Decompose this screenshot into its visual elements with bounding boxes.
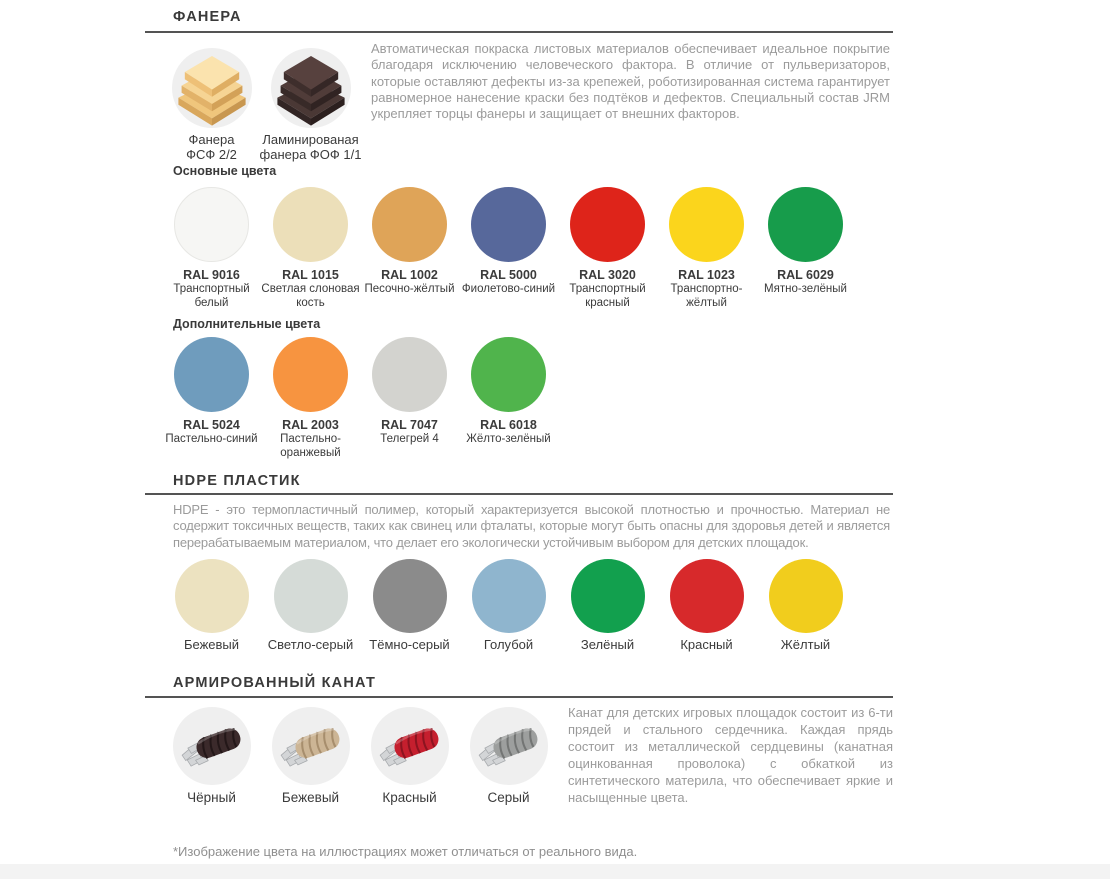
color-circle	[372, 337, 447, 412]
color-circle	[471, 187, 546, 262]
rope-divider	[145, 696, 893, 698]
color-name: Транспортно-жёлтый	[670, 283, 743, 309]
hdpe-color-swatch	[360, 559, 459, 652]
hdpe-color-swatch	[756, 559, 855, 652]
color-name: Тёмно-серый	[369, 637, 450, 652]
color-name: Зелёный	[580, 637, 635, 652]
hdpe-section-title: HDPE ПЛАСТИК	[173, 473, 301, 489]
ral-code: RAL 7047	[381, 418, 438, 432]
ral-code: RAL 1023	[678, 268, 735, 282]
plywood-fsf-label-line1: Фанера	[188, 132, 235, 147]
color-circle	[274, 559, 348, 633]
plywood-fsf-image	[172, 48, 252, 128]
hdpe-description: HDPE - это термопластичный полимер, который характеризуется высокой плотностью и прочностью. Материал не содержит токсичных веществ, таких как свинец или фталаты, которые могут быть опасны для здоровья детей и является перерабатываемым материалом, что делает его экологически устойчивым выбором для детских площадок.	[173, 502, 890, 550]
plywood-figure-fsf	[162, 48, 261, 161]
color-circle	[175, 559, 249, 633]
color-circle	[372, 187, 447, 262]
color-name: Пастельно-синий	[165, 433, 258, 445]
ral-code: RAL 6029	[777, 268, 834, 282]
plywood-fof-label-line2: фанера ФОФ 1/1	[259, 146, 362, 162]
color-circle	[570, 187, 645, 262]
color-circle	[769, 559, 843, 633]
color-swatch	[360, 337, 459, 460]
primary-colors-label: Основные цвета	[173, 164, 277, 178]
color-name: Бежевый	[183, 637, 240, 652]
rope-colors-row	[162, 707, 558, 805]
ral-code: RAL 1002	[381, 268, 438, 282]
color-circle	[273, 187, 348, 262]
rope-color-name: Серый	[487, 790, 530, 805]
color-name: Песочно-жёлтый	[364, 283, 455, 295]
additional-colors-row	[162, 337, 558, 460]
primary-colors-row	[162, 187, 855, 310]
plywood-fof-label-line1: Ламинированая	[262, 132, 359, 147]
color-circle	[670, 559, 744, 633]
rope-color-name: Чёрный	[187, 790, 236, 805]
plywood-description: Автоматическая покраска листовых материалов обеспечивает идеальное покрытие благодаря исключению человеческого фактора. В отличие от пульверизаторов, которые оставляют дефекты из-за крепежей, роботизированная система гарантирует равномерное нанесение краски без подтёков и дефектов. Специальный состав JRM укрепляет торцы фанеры и защищает от внешних факторов.	[371, 41, 890, 122]
bottom-band	[0, 864, 1110, 879]
color-swatch	[756, 187, 855, 310]
color-swatch	[162, 337, 261, 460]
rope-color-name: Бежевый	[281, 790, 340, 805]
ral-code: RAL 5000	[480, 268, 537, 282]
color-name: Мятно-зелёный	[764, 283, 847, 295]
color-name: Голубой	[483, 637, 534, 652]
color-swatch	[360, 187, 459, 310]
rope-swatch	[261, 707, 360, 805]
hdpe-colors-row	[162, 559, 855, 652]
additional-colors-label: Дополнительные цвета	[173, 317, 321, 331]
color-circle	[174, 337, 249, 412]
plywood-figure-fof	[261, 48, 360, 161]
color-name: Красный	[680, 637, 733, 652]
rope-image	[272, 707, 350, 785]
color-circle	[373, 559, 447, 633]
color-name: Светлая слоновая кость	[261, 283, 360, 309]
rope-image	[173, 707, 251, 785]
color-circle	[768, 187, 843, 262]
rope-section-title: АРМИРОВАННЫЙ КАНАТ	[173, 675, 377, 691]
color-swatch	[459, 187, 558, 310]
plywood-divider	[145, 31, 893, 33]
color-swatch	[459, 337, 558, 460]
color-circle	[471, 337, 546, 412]
plywood-section-title: ФАНЕРА	[173, 9, 242, 25]
color-swatch	[261, 337, 360, 460]
footnote: *Изображение цвета на иллюстрациях может отличаться от реального вида.	[173, 844, 638, 859]
color-name: Светло-серый	[267, 637, 354, 652]
plywood-fof-image	[271, 48, 351, 128]
hdpe-color-swatch	[657, 559, 756, 652]
color-circle	[273, 337, 348, 412]
plywood-fsf-label-line2: ФСФ 2/2	[186, 146, 237, 162]
color-circle	[472, 559, 546, 633]
hdpe-divider	[145, 493, 893, 495]
plywood-materials-row	[162, 48, 360, 161]
color-swatch	[261, 187, 360, 310]
color-name: Транспортный белый	[173, 283, 250, 309]
color-name: Пастельно-оранжевый	[280, 433, 341, 459]
hdpe-color-swatch	[261, 559, 360, 652]
ral-code: RAL 2003	[282, 418, 339, 432]
rope-swatch	[162, 707, 261, 805]
rope-color-name: Красный	[382, 790, 437, 805]
color-circle	[571, 559, 645, 633]
hdpe-color-swatch	[162, 559, 261, 652]
color-circle	[174, 187, 249, 262]
ral-code: RAL 6018	[480, 418, 537, 432]
ral-code: RAL 9016	[183, 268, 240, 282]
rope-swatch	[360, 707, 459, 805]
hdpe-color-swatch	[459, 559, 558, 652]
color-name: Телегрей 4	[380, 433, 439, 445]
color-swatch	[162, 187, 261, 310]
ral-code: RAL 5024	[183, 418, 240, 432]
rope-swatch	[459, 707, 558, 805]
ral-code: RAL 3020	[579, 268, 636, 282]
color-swatch	[657, 187, 756, 310]
rope-image	[371, 707, 449, 785]
hdpe-color-swatch	[558, 559, 657, 652]
color-name: Транспортный красный	[569, 283, 646, 309]
color-name: Жёлтый	[780, 637, 831, 652]
color-swatch	[558, 187, 657, 310]
rope-description: Канат для детских игровых площадок состоит из 6-ти прядей и стального сердечника. Каждая прядь состоит из металлической сердцевины (канатная оцинкованная проволока) с обкаткой из синтетического материла, что обеспечивает яркие и насыщенные цвета.	[568, 705, 893, 805]
ral-code: RAL 1015	[282, 268, 339, 282]
color-name: Жёлто-зелёный	[466, 433, 551, 445]
color-name: Фиолетово-синий	[461, 283, 556, 295]
rope-image	[470, 707, 548, 785]
color-circle	[669, 187, 744, 262]
